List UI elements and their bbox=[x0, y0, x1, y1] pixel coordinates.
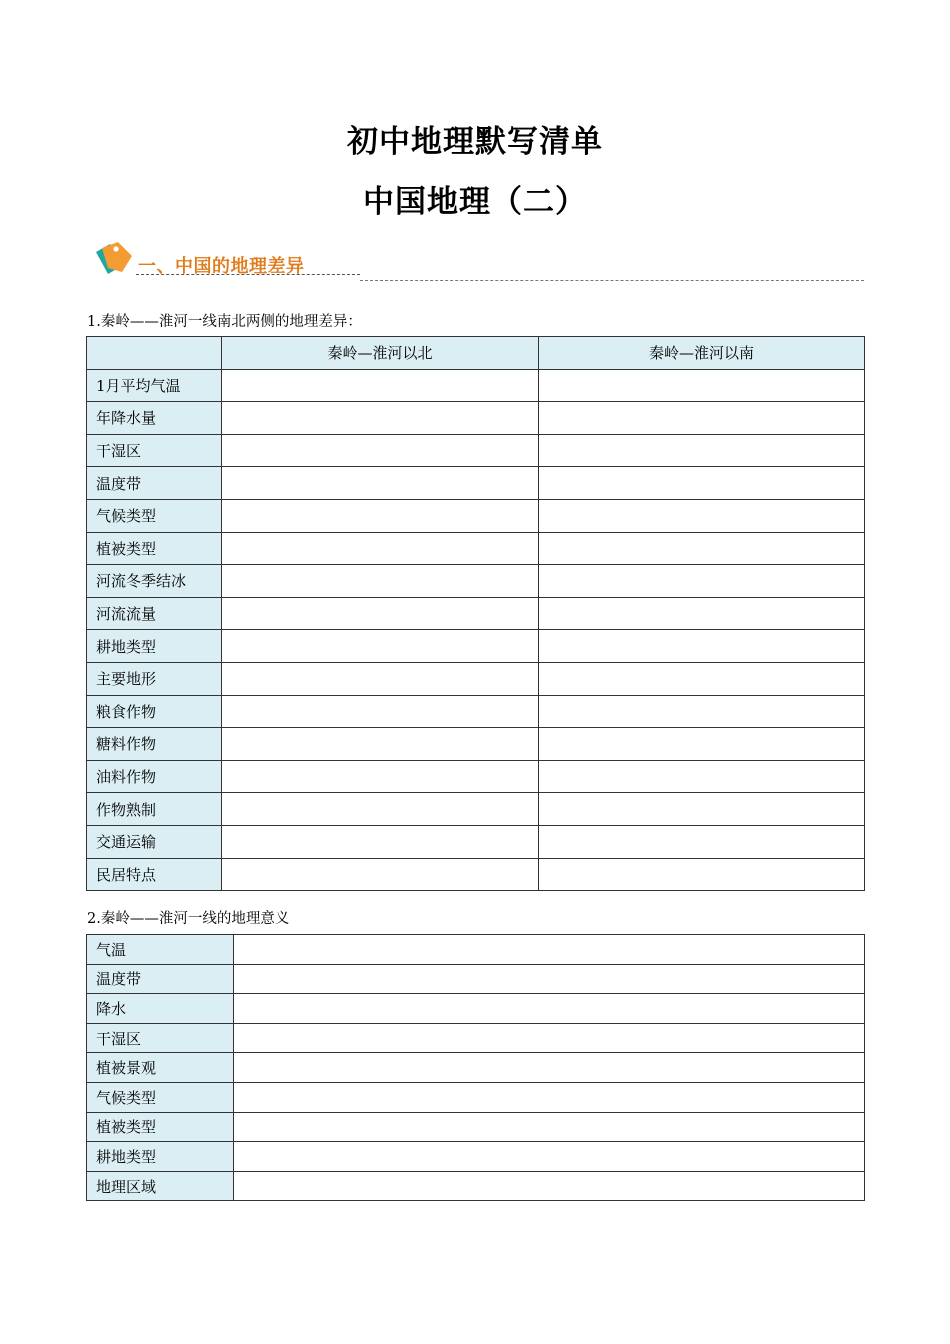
answer-cell[interactable] bbox=[234, 1082, 865, 1112]
table-row bbox=[87, 369, 865, 402]
table-row bbox=[87, 662, 865, 695]
row-label: 河流流量 bbox=[87, 597, 222, 630]
table-row bbox=[87, 597, 865, 630]
answer-cell-north[interactable] bbox=[222, 793, 539, 826]
answer-cell[interactable] bbox=[234, 1171, 865, 1201]
answer-cell-north[interactable] bbox=[222, 499, 539, 532]
row-label: 地理区域 bbox=[87, 1171, 234, 1201]
significance-table bbox=[86, 934, 865, 1201]
answer-cell[interactable] bbox=[234, 994, 865, 1024]
answer-cell-south[interactable] bbox=[539, 369, 865, 402]
row-label: 气候类型 bbox=[87, 1082, 234, 1112]
table-header-row bbox=[87, 337, 865, 370]
answer-cell-south[interactable] bbox=[539, 695, 865, 728]
answer-cell-north[interactable] bbox=[222, 467, 539, 500]
answer-cell-south[interactable] bbox=[539, 402, 865, 435]
row-label: 温度带 bbox=[87, 964, 234, 994]
table-row bbox=[87, 964, 865, 994]
answer-cell-north[interactable] bbox=[222, 630, 539, 663]
table-row bbox=[87, 499, 865, 532]
answer-cell-north[interactable] bbox=[222, 532, 539, 565]
row-label: 粮食作物 bbox=[87, 695, 222, 728]
answer-cell-north[interactable] bbox=[222, 434, 539, 467]
table-row bbox=[87, 994, 865, 1024]
row-label: 气温 bbox=[87, 935, 234, 965]
row-label: 民居特点 bbox=[87, 858, 222, 891]
row-label: 植被类型 bbox=[87, 1112, 234, 1142]
answer-cell[interactable] bbox=[234, 964, 865, 994]
table-row bbox=[87, 760, 865, 793]
section-header bbox=[92, 238, 864, 284]
table-row bbox=[87, 434, 865, 467]
table-row bbox=[87, 695, 865, 728]
table-row bbox=[87, 935, 865, 965]
header-south: 秦岭—淮河以南 bbox=[539, 337, 865, 370]
answer-cell-north[interactable] bbox=[222, 695, 539, 728]
row-label: 1月平均气温 bbox=[87, 369, 222, 402]
answer-cell-south[interactable] bbox=[539, 597, 865, 630]
answer-cell[interactable] bbox=[234, 1142, 865, 1172]
comparison-table bbox=[86, 336, 865, 891]
table-row bbox=[87, 1142, 865, 1172]
tag-icon bbox=[92, 238, 136, 282]
answer-cell-south[interactable] bbox=[539, 565, 865, 598]
table-row bbox=[87, 532, 865, 565]
row-label: 干湿区 bbox=[87, 1023, 234, 1053]
answer-cell-north[interactable] bbox=[222, 825, 539, 858]
answer-cell[interactable] bbox=[234, 1023, 865, 1053]
row-label: 交通运输 bbox=[87, 825, 222, 858]
answer-cell-south[interactable] bbox=[539, 728, 865, 761]
answer-cell-north[interactable] bbox=[222, 728, 539, 761]
row-label: 年降水量 bbox=[87, 402, 222, 435]
row-label: 主要地形 bbox=[87, 662, 222, 695]
answer-cell-north[interactable] bbox=[222, 565, 539, 598]
answer-cell-south[interactable] bbox=[539, 825, 865, 858]
row-label: 作物熟制 bbox=[87, 793, 222, 826]
answer-cell-south[interactable] bbox=[539, 760, 865, 793]
row-label: 气候类型 bbox=[87, 499, 222, 532]
answer-cell-south[interactable] bbox=[539, 434, 865, 467]
question-2-caption: 2.秦岭——淮河一线的地理意义 bbox=[87, 911, 290, 927]
table-row bbox=[87, 630, 865, 663]
table-row bbox=[87, 467, 865, 500]
row-label: 糖料作物 bbox=[87, 728, 222, 761]
row-label: 干湿区 bbox=[87, 434, 222, 467]
header-north: 秦岭—淮河以北 bbox=[222, 337, 539, 370]
answer-cell-north[interactable] bbox=[222, 402, 539, 435]
row-label: 河流冬季结冰 bbox=[87, 565, 222, 598]
header-corner-cell bbox=[87, 337, 222, 370]
answer-cell-north[interactable] bbox=[222, 369, 539, 402]
section-title: 一、中国的地理差异 bbox=[138, 256, 305, 277]
question-1-caption: 1.秦岭——淮河一线南北两侧的地理差异： bbox=[87, 314, 362, 330]
answer-cell-north[interactable] bbox=[222, 858, 539, 891]
answer-cell-south[interactable] bbox=[539, 858, 865, 891]
answer-cell-south[interactable] bbox=[539, 793, 865, 826]
answer-cell[interactable] bbox=[234, 1112, 865, 1142]
table-row bbox=[87, 825, 865, 858]
row-label: 降水 bbox=[87, 994, 234, 1024]
answer-cell[interactable] bbox=[234, 935, 865, 965]
answer-cell-south[interactable] bbox=[539, 467, 865, 500]
table-row bbox=[87, 1171, 865, 1201]
document-title: 初中地理默写清单 bbox=[347, 124, 603, 160]
answer-cell[interactable] bbox=[234, 1053, 865, 1083]
answer-cell-north[interactable] bbox=[222, 760, 539, 793]
row-label: 植被类型 bbox=[87, 532, 222, 565]
table-row bbox=[87, 793, 865, 826]
answer-cell-north[interactable] bbox=[222, 662, 539, 695]
table-row bbox=[87, 402, 865, 435]
answer-cell-north[interactable] bbox=[222, 597, 539, 630]
row-label: 耕地类型 bbox=[87, 630, 222, 663]
section-title-underline bbox=[136, 274, 360, 275]
table-row bbox=[87, 1082, 865, 1112]
answer-cell-south[interactable] bbox=[539, 662, 865, 695]
row-label: 温度带 bbox=[87, 467, 222, 500]
row-label: 油料作物 bbox=[87, 760, 222, 793]
answer-cell-south[interactable] bbox=[539, 630, 865, 663]
section-divider bbox=[360, 280, 864, 281]
row-label: 耕地类型 bbox=[87, 1142, 234, 1172]
table-row bbox=[87, 858, 865, 891]
table-row bbox=[87, 1053, 865, 1083]
answer-cell-south[interactable] bbox=[539, 532, 865, 565]
table-row bbox=[87, 565, 865, 598]
table-row bbox=[87, 728, 865, 761]
table-row bbox=[87, 1112, 865, 1142]
document-subtitle: 中国地理（二） bbox=[363, 184, 587, 220]
table-row bbox=[87, 1023, 865, 1053]
row-label: 植被景观 bbox=[87, 1053, 234, 1083]
answer-cell-south[interactable] bbox=[539, 499, 865, 532]
